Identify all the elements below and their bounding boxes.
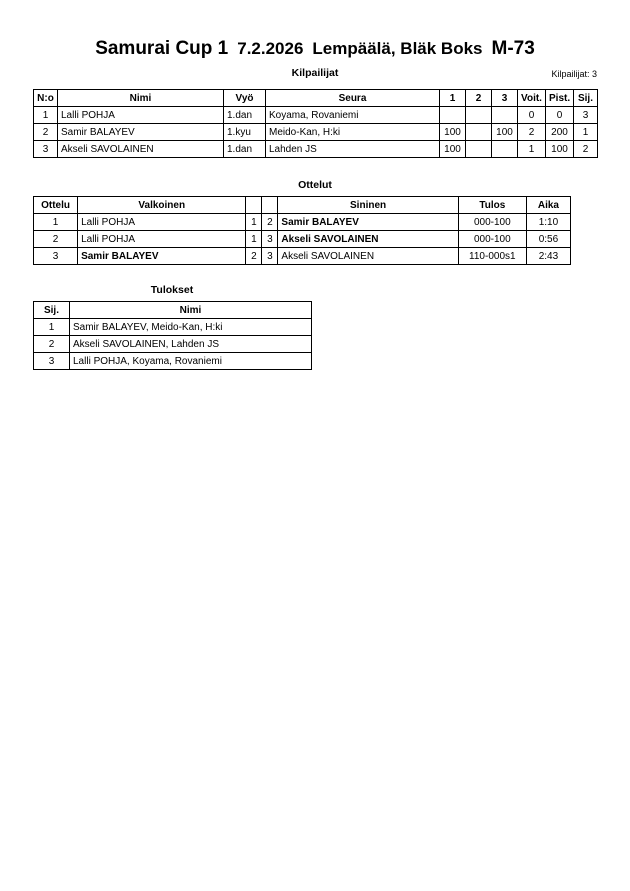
results-section-title: Tulokset: [150, 284, 194, 296]
table-row: [34, 231, 571, 248]
event-venue: Lempäälä, Bläk Boks: [312, 39, 483, 58]
page-title: [0, 38, 630, 60]
col-match-2: 2: [466, 90, 492, 107]
cell-points: 0: [546, 107, 574, 124]
col-result: Tulos: [458, 197, 526, 214]
table-header-row: [34, 302, 312, 319]
cell-rank: 1: [574, 124, 598, 141]
cell-no: 3: [34, 141, 58, 158]
cell-blue: Samir BALAYEV: [278, 214, 458, 231]
cell-match-3: [492, 141, 518, 158]
cell-name: Lalli POHJA, Koyama, Rovaniemi: [70, 353, 312, 370]
cell-rank: 2: [34, 336, 70, 353]
cell-match-3: 100: [492, 124, 518, 141]
table-row: [34, 124, 598, 141]
cell-blue: Akseli SAVOLAINEN: [278, 248, 458, 265]
col-match-3: 3: [492, 90, 518, 107]
cell-match-2: [466, 107, 492, 124]
table-row: [34, 319, 312, 336]
results-table: [33, 301, 312, 370]
cell-rank: 3: [574, 107, 598, 124]
cell-belt: 1.dan: [224, 141, 266, 158]
cell-blue-no: 2: [262, 214, 278, 231]
event-date: 7.2.2026: [237, 39, 304, 58]
cell-name: Akseli SAVOLAINEN, Lahden JS: [70, 336, 312, 353]
cell-match-no: 2: [34, 231, 78, 248]
table-row: [34, 107, 598, 124]
cell-result: 110-000s1: [458, 248, 526, 265]
cell-result: 000-100: [458, 214, 526, 231]
table-row: [34, 141, 598, 158]
cell-time: 2:43: [526, 248, 570, 265]
cell-rank: 3: [34, 353, 70, 370]
col-points: Pist.: [546, 90, 574, 107]
col-white: Valkoinen: [78, 197, 246, 214]
cell-white-no: 2: [246, 248, 262, 265]
cell-no: 1: [34, 107, 58, 124]
cell-blue-no: 3: [262, 248, 278, 265]
cell-points: 200: [546, 124, 574, 141]
cell-match-2: [466, 141, 492, 158]
col-belt: Vyö: [224, 90, 266, 107]
cell-club: Meido-Kan, H:ki: [266, 124, 440, 141]
col-match-no: Ottelu: [34, 197, 78, 214]
col-rank: Sij.: [574, 90, 598, 107]
cell-time: 1:10: [526, 214, 570, 231]
cell-name: Samir BALAYEV: [58, 124, 224, 141]
cell-name: Akseli SAVOLAINEN: [58, 141, 224, 158]
cell-wins: 0: [518, 107, 546, 124]
col-name: Nimi: [58, 90, 224, 107]
cell-match-1: 100: [440, 124, 466, 141]
cell-rank: 1: [34, 319, 70, 336]
cell-match-1: [440, 107, 466, 124]
cell-result: 000-100: [458, 231, 526, 248]
matches-section-title: Ottelut: [298, 179, 332, 191]
cell-name: Samir BALAYEV, Meido-Kan, H:ki: [70, 319, 312, 336]
col-wins: Voit.: [518, 90, 546, 107]
cell-name: Lalli POHJA: [58, 107, 224, 124]
col-match-1: 1: [440, 90, 466, 107]
cell-match-no: 1: [34, 214, 78, 231]
col-white-no: [246, 197, 262, 214]
event-category: M-73: [491, 38, 535, 59]
col-blue: Sininen: [278, 197, 458, 214]
cell-blue: Akseli SAVOLAINEN: [278, 231, 458, 248]
col-time: Aika: [526, 197, 570, 214]
col-no: N:o: [34, 90, 58, 107]
cell-rank: 2: [574, 141, 598, 158]
table-row: [34, 214, 571, 231]
table-row: [34, 353, 312, 370]
cell-match-1: 100: [440, 141, 466, 158]
cell-wins: 1: [518, 141, 546, 158]
cell-white-no: 1: [246, 231, 262, 248]
table-row: [34, 336, 312, 353]
cell-white: Lalli POHJA: [78, 231, 246, 248]
cell-no: 2: [34, 124, 58, 141]
col-name: Nimi: [70, 302, 312, 319]
cell-match-3: [492, 107, 518, 124]
cell-club: Koyama, Rovaniemi: [266, 107, 440, 124]
competitors-count: Kilpailijat: 3: [551, 69, 597, 79]
cell-white: Samir BALAYEV: [78, 248, 246, 265]
cell-match-no: 3: [34, 248, 78, 265]
cell-wins: 2: [518, 124, 546, 141]
competitors-table: [33, 89, 598, 158]
cell-blue-no: 3: [262, 231, 278, 248]
cell-match-2: [466, 124, 492, 141]
table-header-row: [34, 90, 598, 107]
table-header-row: [34, 197, 571, 214]
cell-club: Lahden JS: [266, 141, 440, 158]
matches-table: [33, 196, 571, 265]
table-row: [34, 248, 571, 265]
competitors-section-title: Kilpailijat: [291, 67, 339, 79]
cell-points: 100: [546, 141, 574, 158]
col-blue-no: [262, 197, 278, 214]
col-club: Seura: [266, 90, 440, 107]
cell-white: Lalli POHJA: [78, 214, 246, 231]
cell-belt: 1.kyu: [224, 124, 266, 141]
event-name: Samurai Cup 1: [95, 38, 229, 59]
cell-time: 0:56: [526, 231, 570, 248]
cell-belt: 1.dan: [224, 107, 266, 124]
col-rank: Sij.: [34, 302, 70, 319]
cell-white-no: 1: [246, 214, 262, 231]
